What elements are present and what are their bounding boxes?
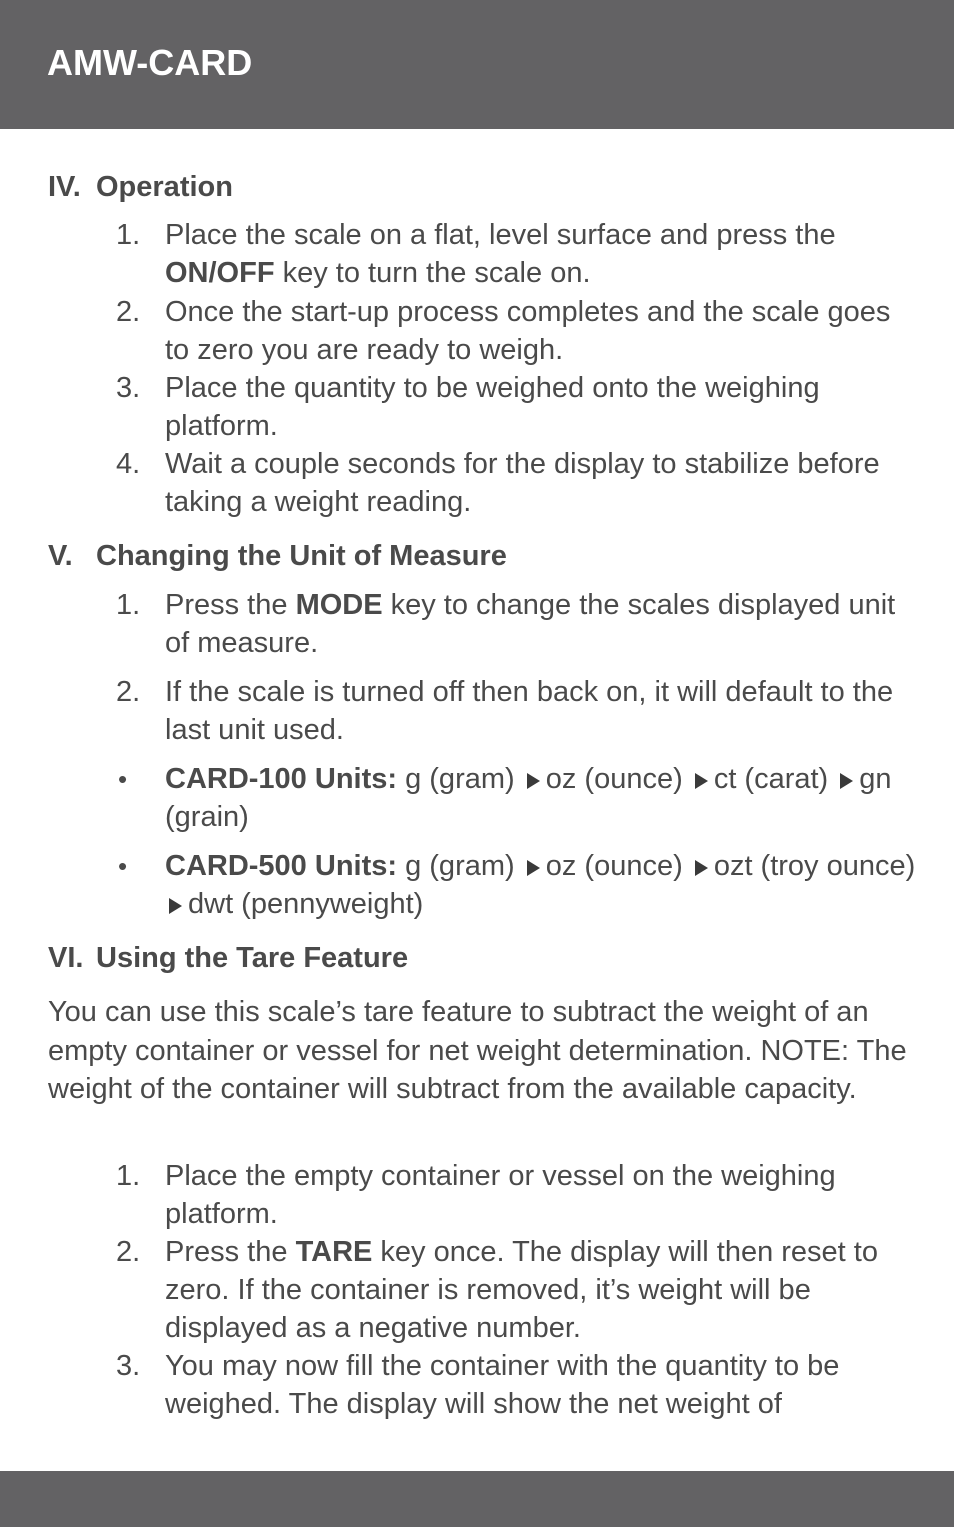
text-segment: Place the scale on a flat, level surface and press the — [165, 219, 836, 251]
unit-name: ozt (troy ounce) — [713, 850, 916, 882]
triangle-right-icon — [527, 860, 540, 876]
list-item — [116, 1347, 916, 1423]
unit-name: oz (ounce) — [545, 763, 683, 795]
bullet-item-card-100 — [116, 760, 916, 836]
page-header — [0, 0, 954, 129]
bullet-item-text — [165, 847, 916, 923]
list-item — [116, 293, 916, 369]
key-name: MODE — [295, 589, 383, 621]
list-item — [116, 445, 916, 521]
page-footer — [0, 1471, 954, 1527]
model-label: CARD-100 Units: — [165, 763, 398, 795]
list-marker: 3. — [116, 372, 141, 404]
list-marker: 1. — [116, 589, 141, 621]
list-item — [116, 1233, 916, 1347]
list-item-text — [165, 216, 916, 292]
list-item-text: Wait a couple seconds for the display to stabilize before taking a weight reading. — [165, 448, 880, 518]
unit-name: dwt (pennyweight) — [188, 888, 424, 920]
unit-name: g (gram) — [405, 763, 515, 795]
section-title: Using the Tare Feature — [96, 942, 409, 974]
unit-name: ct (carat) — [713, 763, 829, 795]
key-name: TARE — [295, 1236, 373, 1268]
key-name: ON/OFF — [165, 257, 275, 289]
text-segment: key once. The display will then reset to zero. If the container is removed, it’s weight will be displayed as a negative number. — [165, 1236, 878, 1344]
list-item-text — [165, 1233, 916, 1347]
bullet-item-card-500 — [116, 847, 916, 923]
unit-name: oz (ounce) — [545, 850, 683, 882]
list-item — [116, 369, 916, 445]
triangle-right-icon — [840, 773, 853, 789]
section-heading-tare — [48, 940, 408, 976]
text-segment: Press the — [165, 589, 296, 621]
list-marker: 2. — [116, 676, 141, 708]
list-item — [116, 586, 916, 662]
list-item-text: Place the empty container or vessel on the weighing platform. — [165, 1160, 836, 1230]
list-item-text: If the scale is turned off then back on, it will default to the last unit used. — [165, 676, 894, 746]
triangle-right-icon — [695, 860, 708, 876]
tare-intro-paragraph: You can use this scale’s tare feature to subtract the weight of an empty container or vessel for net weight determination. NOTE: The weight of the container will subtract from the available capacity. — [48, 996, 907, 1105]
bullet-marker: • — [118, 764, 128, 794]
text-segment: Press the — [165, 1236, 296, 1268]
list-marker: 1. — [116, 219, 141, 251]
section-heading-operation — [48, 169, 233, 205]
triangle-right-icon — [527, 773, 540, 789]
unit-name: gn (grain) — [165, 763, 892, 833]
list-marker: 2. — [116, 1236, 141, 1268]
list-item — [116, 216, 916, 292]
text-segment: key to change the scales displayed unit of measure. — [165, 589, 896, 659]
list-item-text: You may now fill the container with the quantity to be weighed. The display will show the net weight of — [165, 1350, 840, 1420]
section-title: Changing the Unit of Measure — [96, 540, 507, 572]
list-item-text — [165, 586, 916, 662]
page-title: AMW-CARD — [47, 42, 253, 83]
list-marker: 4. — [116, 448, 141, 480]
list-marker: 3. — [116, 1350, 141, 1382]
list-item-text: Once the start-up process completes and the scale goes to zero you are ready to weigh. — [165, 296, 891, 366]
list-item-text: Place the quantity to be weighed onto the weighing platform. — [165, 372, 820, 442]
model-label: CARD-500 Units: — [165, 850, 398, 882]
list-item — [116, 673, 916, 749]
unit-name: g (gram) — [405, 850, 515, 882]
triangle-right-icon — [695, 773, 708, 789]
section-title: Operation — [96, 171, 233, 203]
list-item — [116, 1157, 916, 1233]
bullet-item-text — [165, 760, 916, 836]
section-heading-unit-of-measure — [48, 538, 507, 574]
section-number: V. — [48, 540, 73, 572]
text-segment: key to turn the scale on. — [274, 257, 591, 289]
section-number: IV. — [48, 171, 81, 203]
list-marker: 1. — [116, 1160, 141, 1192]
bullet-marker: • — [118, 851, 128, 881]
section-number: VI. — [48, 942, 84, 974]
triangle-right-icon — [169, 898, 182, 914]
list-marker: 2. — [116, 296, 141, 328]
